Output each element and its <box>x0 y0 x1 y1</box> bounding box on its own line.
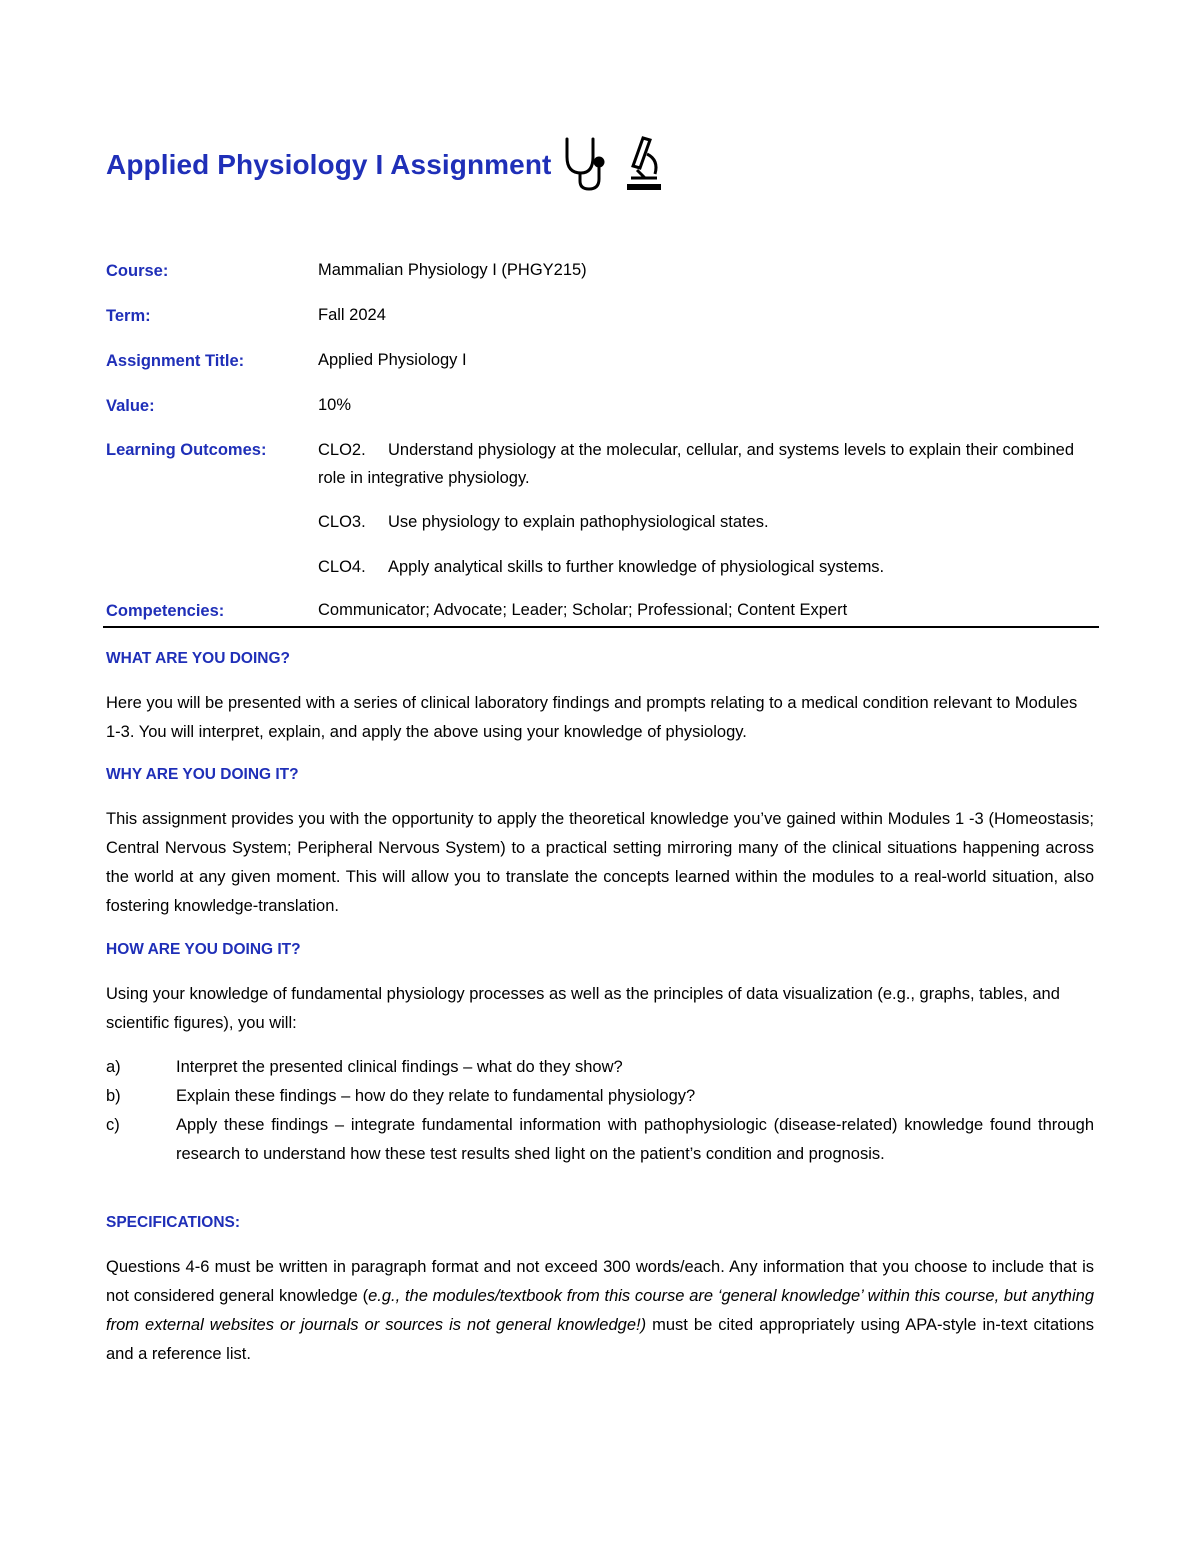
specs-body <box>106 1253 1094 1369</box>
list-item <box>106 1082 1094 1111</box>
competencies-value: Communicator; Advocate; Leader; Scholar; Professional; Content Expert <box>318 601 848 619</box>
title-row <box>106 130 665 200</box>
list-item-text: Interpret the presented clinical findings – what do they show? <box>176 1058 623 1076</box>
value-value: 10% <box>318 396 352 414</box>
list-item-text: Apply these findings – integrate fundamental information with pathophysiologic (disease-related) knowledge found through research to understand how these test results shed light on the patient’s condition and prognosis. <box>176 1116 1094 1163</box>
outcome-number: CLO3. <box>318 513 366 531</box>
term-label: Term: <box>106 307 151 325</box>
course-label: Course: <box>106 262 169 280</box>
list-marker: a) <box>106 1058 121 1076</box>
term-value: Fall 2024 <box>318 306 386 324</box>
specs-text-end: must be cited appropriately using APA-style in-text citations and a reference list. <box>106 1316 1094 1363</box>
course-value: Mammalian Physiology I (PHGY215) <box>318 261 587 279</box>
assignment-title-label: Assignment Title: <box>106 352 245 370</box>
why-heading: WHY ARE YOU DOING IT? <box>106 766 299 783</box>
microscope-icon <box>623 134 665 197</box>
competencies-label: Competencies: <box>106 602 225 620</box>
specs-text-start: Questions 4-6 must be written in paragraph format and not exceed 300 words/each. Any information that you choose to include that is not considered general knowledge ( <box>106 1258 1094 1305</box>
why-body: This assignment provides you with the opportunity to apply the theoretical knowledge you’ve gained within Modules 1 -3 (Homeostasis; Central Nervous System; Peripheral Nervous System) to a practical setting mirroring many of the clinical situations happening across the world at any given moment. This will allow you to translate the concepts learned within the modules to a real-world situation, also fostering knowledge-translation. <box>106 810 1094 915</box>
value-label: Value: <box>106 397 155 415</box>
list-item <box>106 1053 1094 1082</box>
list-item-text: Explain these findings – how do they relate to fundamental physiology? <box>176 1087 696 1105</box>
specs-text-italic: e.g., the modules/textbook from this course are ‘general knowledge’ within this course, but anything from external websites or journals or sources is not general knowledge!) <box>106 1287 1094 1334</box>
assignment-title-value: Applied Physiology I <box>318 351 467 369</box>
page-title: Applied Physiology I Assignment <box>106 149 552 180</box>
outcomes-label: Learning Outcomes: <box>106 441 267 459</box>
outcome-text: Use physiology to explain pathophysiological states. <box>388 513 769 531</box>
outcome-number: CLO4. <box>318 558 366 576</box>
outcome-number: CLO2. <box>318 441 366 459</box>
specs-heading: SPECIFICATIONS: <box>106 1214 241 1231</box>
outcome-text: Apply analytical skills to further knowledge of physiological systems. <box>388 558 885 576</box>
what-body: Here you will be presented with a series of clinical laboratory findings and prompts relating to a medical condition relevant to Modules 1-3. You will interpret, explain, and apply the above using your knowledge of physiology. <box>106 694 1078 741</box>
outcome-text: Understand physiology at the molecular, cellular, and systems levels to explain their combined role in integrative physiology. <box>318 441 1075 487</box>
list-item <box>106 1111 1094 1169</box>
stethoscope-icon <box>563 135 611 196</box>
how-list <box>106 1053 1094 1169</box>
list-marker: c) <box>106 1116 120 1134</box>
list-marker: b) <box>106 1087 121 1105</box>
divider <box>103 626 1099 628</box>
what-heading: WHAT ARE YOU DOING? <box>106 650 290 667</box>
how-body: Using your knowledge of fundamental physiology processes as well as the principles of data visualization (e.g., graphs, tables, and scientific figures), you will: <box>106 985 1060 1032</box>
how-heading: HOW ARE YOU DOING IT? <box>106 941 301 958</box>
